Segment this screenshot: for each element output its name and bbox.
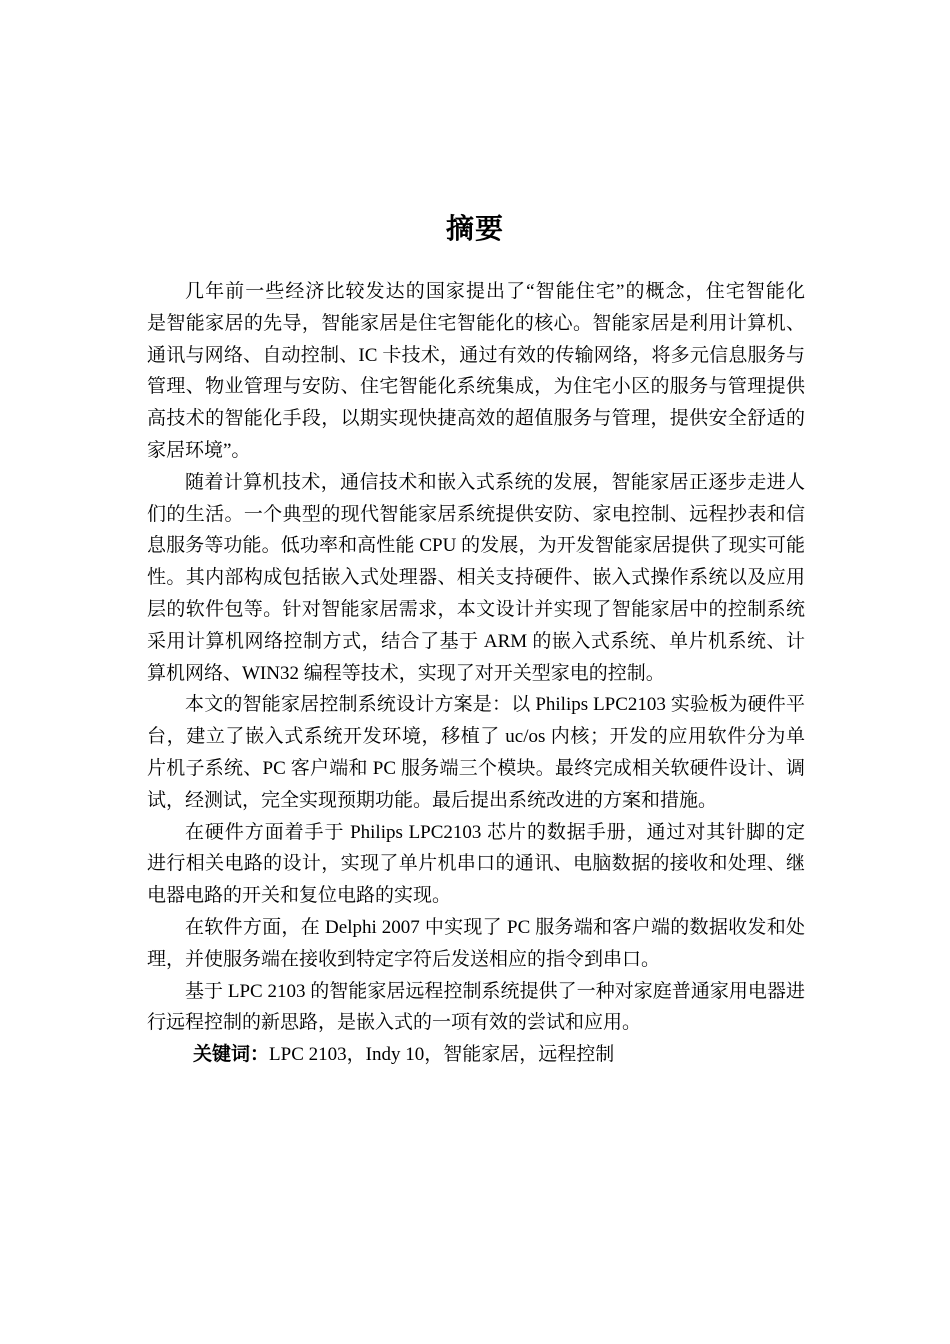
text-line: 家居环境”。: [147, 439, 251, 461]
abstract-paragraph-5: [147, 912, 805, 976]
text-line: 层的软件包等。针对智能家居需求，本文设计并实现了智能家居中的控制系统: [147, 598, 805, 620]
text-line: 在软件方面，在 Delphi 2007 中实现了 PC 服务端和客户端的数据收发和处: [185, 916, 805, 938]
text-line: 是智能家居的先导，智能家居是住宅智能化的核心。智能家居是利用计算机、: [147, 312, 805, 334]
text-line: 随着计算机技术，通信技术和嵌入式系统的发展，智能家居正逐步走进人: [185, 471, 805, 493]
text-line: 几年前一些经济比较发达的国家提出了“智能住宅”的概念，住宅智能化: [185, 281, 805, 302]
text-line: 电器电路的开关和复位电路的实现。: [147, 885, 452, 907]
text-line: 进行相关电路的设计，实现了单片机串口的通讯、电脑数据的接收和处理、继: [147, 853, 805, 875]
text-line: 管理、物业管理与安防、住宅智能化系统集成，为住宅小区的服务与管理提供: [147, 376, 805, 398]
text-line: 理，并使服务端在接收到特定字符后发送相应的指令到串口。: [147, 948, 661, 970]
text-line: 台，建立了嵌入式系统开发环境，移植了 uc/os 内核；开发的应用软件分为单: [147, 726, 805, 748]
keywords-value: LPC 2103，Indy 10，智能家居，远程控制: [269, 1044, 615, 1066]
abstract-paragraph-6: [147, 976, 805, 1040]
text-line: 采用计算机网络控制方式，结合了基于 ARM 的嵌入式系统、单片机系统、计: [147, 630, 805, 652]
text-line: 们的生活。一个典型的现代智能家居系统提供安防、家电控制、远程抄表和信: [147, 503, 805, 525]
text-line: 本文的智能家居控制系统设计方案是：以 Philips LPC2103 实验板为硬件平: [185, 694, 805, 716]
text-line: 基于 LPC 2103 的智能家居远程控制系统提供了一种对家庭普通家用电器进: [185, 980, 805, 1002]
keywords-label: 关键词：: [193, 1044, 270, 1066]
text-line: 片机子系统、PC 客户端和 PC 服务端三个模块。最终完成相关软硬件设计、调: [147, 757, 805, 779]
abstract-paragraph-1: [147, 276, 805, 467]
abstract-paragraph-4: [147, 817, 805, 912]
abstract-paragraph-3: [147, 689, 805, 816]
text-line: 在硬件方面着手于 Philips LPC2103 芯片的数据手册，通过对其针脚的定: [185, 821, 805, 843]
text-line: 高技术的智能化手段，以期实现快捷高效的超值服务与管理，提供安全舒适的: [147, 408, 805, 430]
text-line: 性。其内部构成包括嵌入式处理器、相关支持硬件、嵌入式操作系统以及应用: [147, 567, 805, 589]
keywords-line: [147, 1039, 805, 1071]
text-line: 行远程控制的新思路，是嵌入式的一项有效的尝试和应用。: [147, 1012, 642, 1034]
text-line: 算机网络、WIN32 编程等技术，实现了对开关型家电的控制。: [147, 662, 665, 684]
text-line: 试，经测试，完全实现预期功能。最后提出系统改进的方案和措施。: [147, 789, 718, 811]
abstract-body: [147, 276, 805, 1071]
abstract-paragraph-2: [147, 467, 805, 690]
page-title: 摘要: [445, 214, 504, 245]
text-line: 通讯与网络、自动控制、IC 卡技术，通过有效的传输网络，将多元信息服务与: [147, 344, 805, 366]
text-line: 息服务等功能。低功率和高性能 CPU 的发展，为开发智能家居提供了现实可能: [147, 535, 805, 557]
